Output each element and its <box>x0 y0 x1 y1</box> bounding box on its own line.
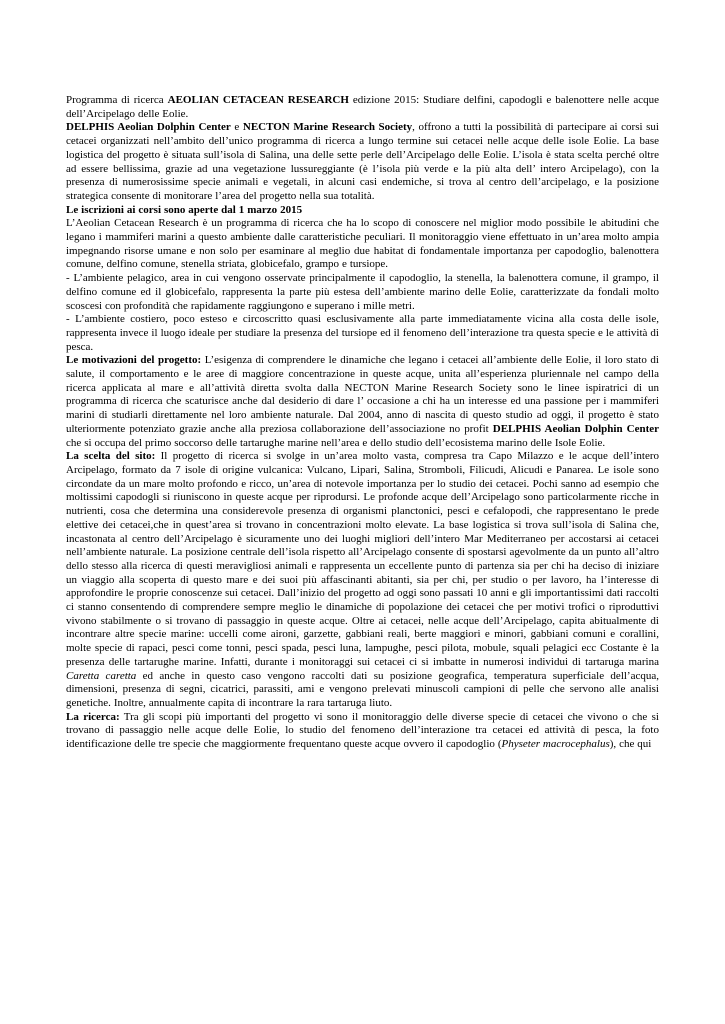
bold-text-run: NECTON Marine Research Society <box>242 121 413 134</box>
text-run: ), che qui <box>609 738 652 751</box>
pelagic-environment-paragraph <box>66 272 659 313</box>
document-body <box>66 94 659 752</box>
organizers-paragraph <box>66 121 659 203</box>
bold-text-run: AEOLIAN CETACEAN RESEARCH <box>167 94 349 106</box>
text-run: ed anche in questo caso vengono raccolti dati su posizione geografica, temperatura superficiale dell’acqua, dimensioni, presenza di segni, cicatrici, parassiti, ami e vengono prelevati minuscoli campioni di pelle che servono alle analisi genetiche. Inoltre, annualmente capita di incontrare la rara tartaruga liuto. <box>66 669 659 709</box>
intro-paragraph <box>66 94 659 121</box>
text-run: Programma di ricerca <box>66 94 168 106</box>
coastal-environment-paragraph <box>66 313 659 354</box>
text-run: L’esigenza di comprendere le dinamiche che legano i cetacei all’ambiente delle Eolie, il loro stato di salute, il comportamento e le aree di maggiore concentrazione in queste acque, unita all’esperienza pluriennale nel campo della ricerca applicata al mare e all’attività diretta svolta dalla NECTON Marine Research Society sono le linee ispiratrici di un programma di ricerca che scaturisce anche dal desiderio di dare l’ occasione a chi ha un interesse ed una passione per i mammiferi marini di studiarli direttamente nel loro ambiente naturale. Dal 2004, anno di nascita di questo studio ad oggi, il progetto è stato ulteriormente potenziato grazie anche alla preziosa collaborazione dell’associazione no profit <box>66 354 659 435</box>
bold-text-run: Le iscrizioni ai corsi sono aperte dal 1 marzo 2015 <box>66 203 303 216</box>
bold-text-run: La ricerca: <box>66 710 120 723</box>
text-run: e <box>230 121 243 134</box>
text-run: edizione 2015: Studiare delfini, capodogli e balenottere nelle acque dell’Arcipelago delle Eolie. <box>66 94 660 120</box>
text-run: - L’ambiente pelagico, area in cui vengono osservate principalmente il capodoglio, la stenella, la balenottera comune, il grampo, il delfino comune ed il globicefalo, rappresenta la parte più estesa dell’ambiente marino delle Eolie, caratterizzate da fondali molto scoscesi con profondità che rapidamente raggiungono e superano i mille metri. <box>66 272 659 312</box>
program-description-paragraph <box>66 217 659 272</box>
enrollment-heading <box>66 204 659 218</box>
bold-text-run: DELPHIS Aeolian Dolphin Center <box>492 422 660 435</box>
research-paragraph <box>66 711 659 752</box>
site-selection-paragraph <box>66 450 659 710</box>
text-run: Il progetto di ricerca si svolge in un’area molto vasta, compresa tra Capo Milazzo e le acque dell’intero Arcipelago, formato da 7 isole di origine vulcanica: Vulcano, Lipari, Salina, Stromboli, Filicudi, Alicudi e Panarea. Le isole sono circondate da un mare molto profondo e ricco, un’area di notevole importanza per lo studio dei cetacei. Pochi sanno ad esempio che moltissimi capodogli si riuniscono in queste acque per riprodursi. Le profonde acque dell’Arcipelago sono particolarmente ricche in nutrienti, cosa che determina una considerevole presenza di organismi planctonici, pesci e cefalopodi, che rappresentano le prede elettive dei cetacei,che in quest’area si trovano in concentrazioni molto elevate. La base logistica si trova sull’isola di Salina che, incastonata al centro dell’Arcipelago è sicuramente uno dei luoghi migliori dell’intero Mar Mediterraneo per accostarsi ai cetacei nell’ambiente naturale. La posizione centrale dell’isola rispetto all’Arcipelago consente di spostarsi agevolmente da un punto all’altro dello stesso alla ricerca di questi meravigliosi animali e rappresenta un eccellente punto di partenza sia per chi ha deciso di iniziare un viaggio alla scoperta di questo mare e dei suoi più affascinanti abitanti, sia per chi, per studio o per lavoro, ha l’interesse di approfondire le proprie conoscenze sui cetacei. Dall’inizio del progetto ad oggi sono passati 10 anni e gli importantissimi dati raccolti ci stanno consentendo di comprendere sempre meglio le dinamiche di popolazione dei cetacei che per motivi trofici o riproduttivi vivono stabilmente o si trovano di passaggio in queste acque. Oltre ai cetacei, nelle acque dell’Arcipelago, capita abitualmente di incontrare altre specie marine: uccelli come aironi, garzette, gabbiani reali, berte maggiori e minori, gabbiani comuni e corallini, molte specie di rapaci, pesci come tonni, pesci spada, pesci luna, lampughe, pesci pilota, mobule, squali pelagici ecc Costante è la presenza delle tartarughe marine. Infatti, durante i monitoraggi sui cetacei ci si imbatte in numerosi individui di tartaruga marina <box>66 450 659 668</box>
text-run: , offrono a tutti la possibilità di partecipare ai corsi sui cetacei organizzati nell’ambito dell’unico programma di ricerca a lungo termine sui cetacei nelle acque delle isole Eolie. La base logistica del progetto è situata sull’isola di Salina, una delle sette perle dell’Arcipelago delle Eolie. L’isola è stata scelta perché oltre ad essere bellissima, grazie ad una vegetazione lussureggiante (è l’isola più verde e la più alta dell’ intero Arcipelago), con la presenza di numerosissime specie animali e vegetali, in alcuni casi endemiche, si trova al centro dell’arcipelago, e la posizione strategica consente di monitorare l’area del progetto nella sua totalità. <box>66 121 659 202</box>
italic-text-run: Caretta caretta <box>66 669 137 682</box>
text-run: che si occupa del primo soccorso delle tartarughe marine nell’area e dello studio dell’ecosistema marino delle Isole Eolie. <box>66 436 606 449</box>
italic-text-run: Physeter macrocephalus <box>501 738 610 751</box>
motivations-paragraph <box>66 354 659 450</box>
text-run: L’Aeolian Cetacean Research è un programma di ricerca che ha lo scopo di conoscere nel miglior modo possibile le abitudini che legano i mammiferi marini a questo ambiente dalle caratteristiche peculiari. Il monitoraggio viene effettuato in un’area molto ampia impegnando risorse umane e non solo per esaminare al meglio due habitat di fondamentale importanza per capodoglio, balenottera comune, delfino comune, stenella striata, globicefalo, grampo e tursiope. <box>66 217 659 271</box>
bold-text-run: DELPHIS Aeolian Dolphin Center <box>66 121 231 134</box>
text-run: Tra gli scopi più importanti del progetto vi sono il monitoraggio delle diverse specie di cetacei che vivono o che si trovano di passaggio nelle acque delle Eolie, lo studio del fenomeno dell’interazione tra cetacei ed attività di pesca, la foto identificazione delle tre specie che maggiormente frequentano queste acque ovvero il capodoglio ( <box>66 710 659 751</box>
bold-text-run: La scelta del sito: <box>66 450 156 463</box>
text-run: - L’ambiente costiero, poco esteso e circoscritto quasi esclusivamente alla parte immediatamente vicina alla costa delle isole, rappresenta invece il luogo ideale per studiare la presenza del tursiope ed il fenomeno dell’interazione tra questa specie e le attività di pesca. <box>66 313 659 353</box>
bold-text-run: Le motivazioni del progetto: <box>66 354 202 367</box>
